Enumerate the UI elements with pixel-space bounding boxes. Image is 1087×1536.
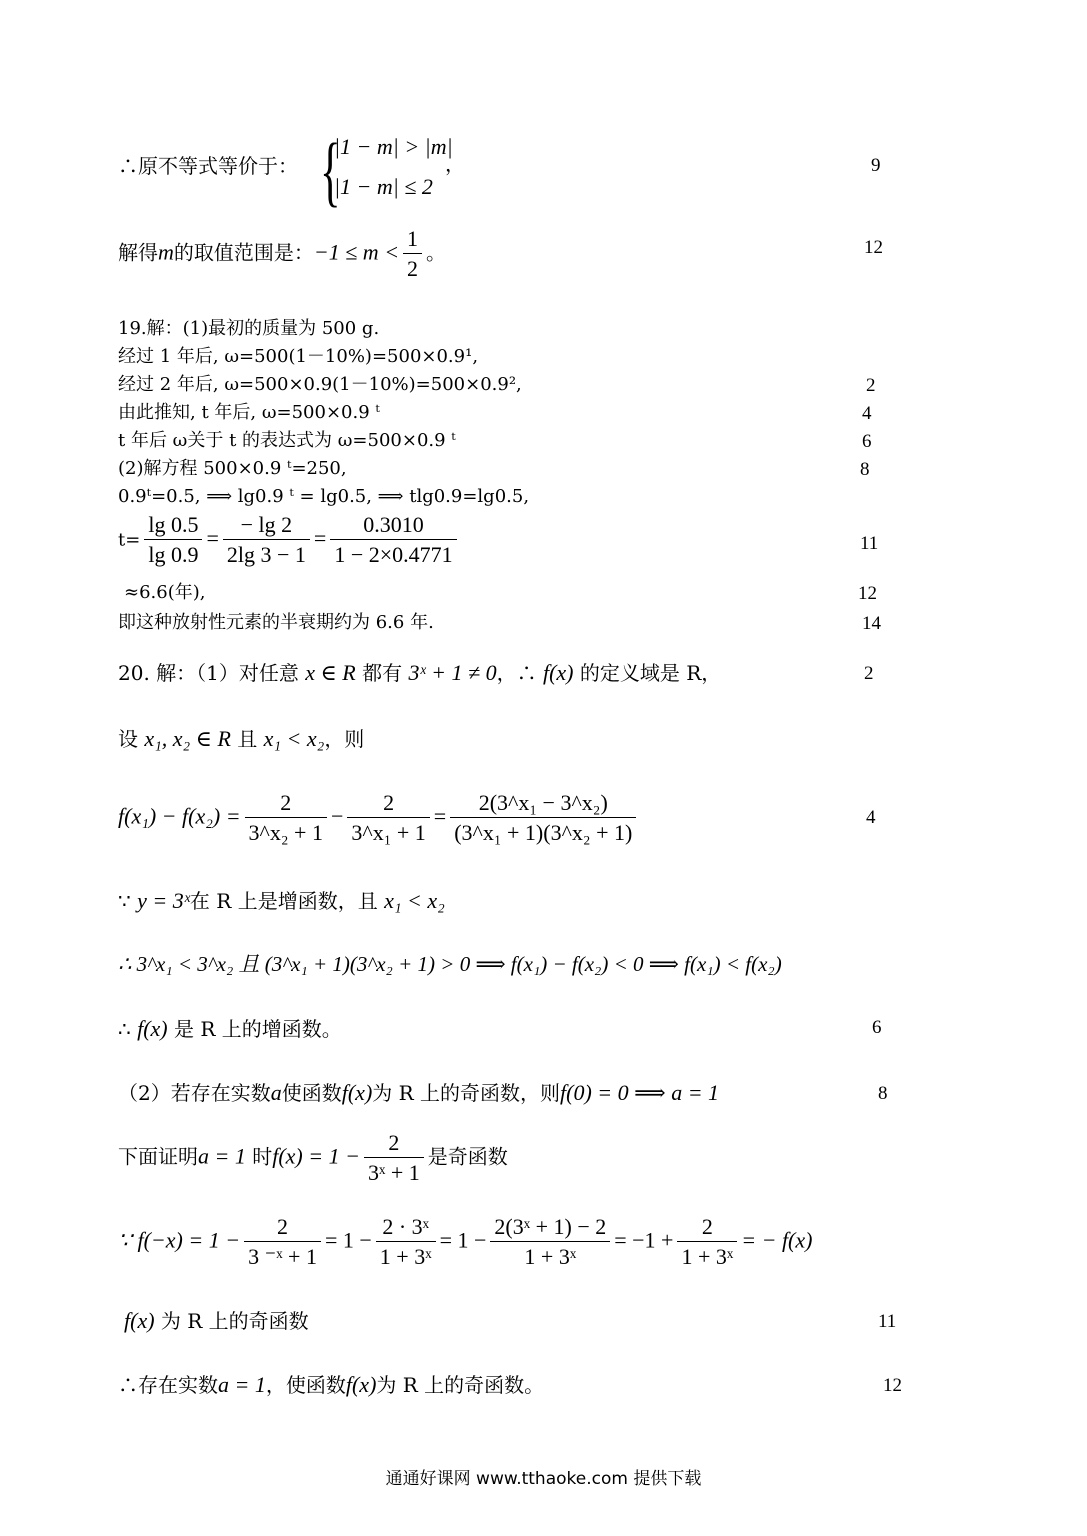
system-line-1: |1 − m| > |m| [334, 134, 453, 159]
text: 且 [237, 727, 258, 751]
numerator: lg 0.5 [144, 512, 202, 540]
score: 6 [872, 1017, 882, 1038]
q20-odd-proof-line [118, 1214, 812, 1270]
denominator: (3^x₁ + 1)(3^x₂ + 1) [454, 820, 633, 846]
q19-fraction-line: t= $\frac{\lg 0.5}{\lg 0.9}$ = $\frac{- \lg 2}{2\lg 3 - 1}$ = $\frac{0.3010}{1 - 2\times 0.4771}$ [118, 512, 461, 568]
math: = − f(x) [741, 1227, 813, 1253]
q19-line-6: (2)解方程 500×0.9 ᵗ=250, [118, 458, 347, 479]
text: 为 R 上的奇函数 [160, 1309, 309, 1333]
system-brace: { [320, 127, 341, 214]
score: 11 [878, 1311, 897, 1332]
score: 8 [878, 1083, 888, 1104]
text: 为 R 上的奇函数。 [376, 1373, 545, 1397]
score: 2 [864, 663, 874, 684]
math: f(x) [542, 660, 574, 685]
q20-line-1 [118, 662, 721, 684]
denominator: 1 + 3ˣ [379, 1244, 432, 1270]
fraction [144, 512, 202, 568]
fraction [223, 512, 310, 568]
text: 的定义域是 R， [579, 661, 722, 685]
numerator: 2 [677, 1214, 737, 1242]
text: 解得 [118, 240, 158, 265]
equivalence-line [118, 156, 298, 176]
math: y = 3ˣ [137, 888, 190, 913]
math: 3ˣ + 1 ≠ 0 [408, 660, 497, 685]
fraction [330, 512, 456, 568]
inequality: −1 ≤ m < [313, 239, 400, 265]
denominator: 3^x₂ + 1 [248, 820, 323, 846]
denominator: 3ˣ + 1 [367, 1160, 420, 1186]
numerator: 2(3^x₁ − 3^x₂) [450, 790, 636, 818]
math: f(x) [137, 1016, 168, 1041]
fraction [376, 1214, 436, 1270]
math: f(x) [124, 1308, 155, 1333]
q19-conclusion: 即这种放射性元素的半衰期约为 6.6 年. [118, 612, 434, 633]
text: 在 R 上是增函数，且 [189, 889, 378, 913]
q19-line-1: 19.解：(1)最初的质量为 500 g. [118, 318, 380, 339]
text: 下面证明 [118, 1144, 198, 1169]
denominator: 2 [407, 256, 419, 282]
math: f(0) = 0 ⟹ a = 1 [560, 1080, 720, 1105]
math: = 1 − [439, 1227, 487, 1253]
math: a [270, 1080, 282, 1105]
math: f(x) [341, 1080, 373, 1105]
text: t= [118, 529, 141, 551]
math: a = 1 [198, 1143, 246, 1169]
system-comma: ， [445, 152, 465, 176]
fraction [347, 790, 429, 846]
q20-line-2 [118, 728, 364, 750]
text: ，则 [324, 727, 365, 751]
q20-line-5: ∴ 3^x₁ < 3^x₂ 且 (3^x₁ + 1)(3^x₂ + 1) > 0 ⟹ f(x₁) − f(x₂) < 0 ⟹ f(x₁) < f(x₂) [118, 952, 782, 976]
text: 时 [252, 1144, 273, 1169]
math: = 1 − [324, 1227, 372, 1253]
text: 为 R 上的奇函数，则 [372, 1081, 561, 1105]
text: 使函数 [281, 1081, 342, 1105]
math: a = 1 [218, 1372, 266, 1397]
denominator: 1 + 3ˣ [524, 1244, 577, 1270]
text: ，使函数 [265, 1373, 346, 1397]
fraction [677, 1214, 737, 1270]
text: 设 [118, 727, 138, 751]
numerator: 2 [245, 790, 327, 818]
score: 11 [860, 533, 879, 554]
denominator: 3^x₁ + 1 [351, 820, 426, 846]
fraction-half [403, 226, 422, 282]
q20-difference-line [118, 790, 640, 846]
score: 12 [858, 583, 877, 604]
text: ∴ [118, 1017, 131, 1041]
q20-line-8 [118, 1130, 508, 1186]
q20-line-4 [118, 890, 445, 912]
math: f(x) [345, 1372, 377, 1397]
text: ∵ [118, 889, 131, 913]
math: f(x₁) − f(x₂) = [118, 803, 241, 829]
text: ∴存在实数 [118, 1373, 218, 1397]
score: 12 [883, 1375, 902, 1396]
q19-line-7: 0.9ᵗ=0.5, ⟹ lg0.9 ᵗ = lg0.5, ⟹ tlg0.9=lg0.5, [118, 486, 530, 507]
denominator: 2lg 3 − 1 [226, 542, 306, 568]
math: ∵ f(−x) = 1 − [118, 1227, 241, 1253]
numerator: 1 [403, 226, 422, 254]
text: 都有 [362, 661, 403, 685]
text: （2）若存在实数 [118, 1081, 271, 1105]
math: x₁, x₂ ∈ R [144, 726, 231, 751]
minus: − [330, 803, 344, 829]
numerator: 2 [244, 1214, 321, 1242]
score: 4 [866, 807, 876, 828]
math: f(x) = 1 − [272, 1143, 360, 1169]
q19-line-5: t 年后 ω关于 t 的表达式为 ω=500×0.9 ᵗ [118, 430, 456, 451]
fraction [364, 1130, 424, 1186]
math: x ∈ R [305, 660, 356, 685]
numerator: 0.3010 [330, 512, 456, 540]
var-m: m [158, 239, 174, 265]
numerator: − lg 2 [223, 512, 310, 540]
text: ，∴ [496, 661, 537, 685]
q19-line-4: 由此推知, t 年后, ω=500×0.9 ᵗ [118, 402, 380, 423]
score: 2 [866, 375, 876, 396]
q19-line-2: 经过 1 年后, ω=500(1－10%)=500×0.9¹, [118, 346, 479, 367]
fraction [245, 790, 327, 846]
fraction [490, 1214, 610, 1270]
score: 8 [860, 459, 870, 480]
equals: = [433, 803, 447, 829]
text: 。 [426, 240, 447, 265]
text: 的取值范围是： [173, 240, 314, 265]
denominator: 1 − 2×0.4771 [334, 542, 453, 568]
score: 9 [871, 155, 881, 176]
denominator: 3 ⁻ˣ + 1 [248, 1244, 317, 1270]
text: ∴原不等式等价于： [118, 154, 298, 178]
text: 是奇函数 [427, 1144, 508, 1169]
numerator: 2 · 3ˣ [376, 1214, 436, 1242]
math: = −1 + [614, 1227, 674, 1253]
q19-line-3: 经过 2 年后, ω=500×0.9(1－10%)=500×0.9², [118, 374, 522, 395]
range-line [118, 226, 446, 282]
math: x₁ < x₂ [384, 888, 445, 913]
fraction [450, 790, 636, 846]
q20-line-11 [118, 1374, 544, 1396]
q19-approx: ≈6.6(年), [124, 582, 206, 603]
q20-line-10 [124, 1310, 309, 1332]
numerator: 2(3ˣ + 1) − 2 [490, 1214, 610, 1242]
fraction [244, 1214, 321, 1270]
denominator: 1 + 3ˣ [681, 1244, 734, 1270]
numerator: 2 [347, 790, 429, 818]
score: 4 [862, 403, 872, 424]
score: 12 [864, 237, 883, 258]
footer-text: 通通好课网 www.tthaoke.com 提供下载 [385, 1469, 702, 1489]
numerator: 2 [364, 1130, 424, 1158]
q20-line-7 [118, 1082, 719, 1104]
text: 是 R 上的增函数。 [173, 1017, 342, 1041]
math: x₁ < x₂ [263, 726, 325, 751]
system-line-2: |1 − m| ≤ 2 [334, 174, 433, 199]
q20-line-6 [118, 1018, 342, 1040]
text: 20. 解：（1）对任意 [118, 661, 299, 685]
score: 6 [862, 431, 872, 452]
denominator: lg 0.9 [148, 542, 199, 568]
score: 14 [862, 613, 881, 634]
